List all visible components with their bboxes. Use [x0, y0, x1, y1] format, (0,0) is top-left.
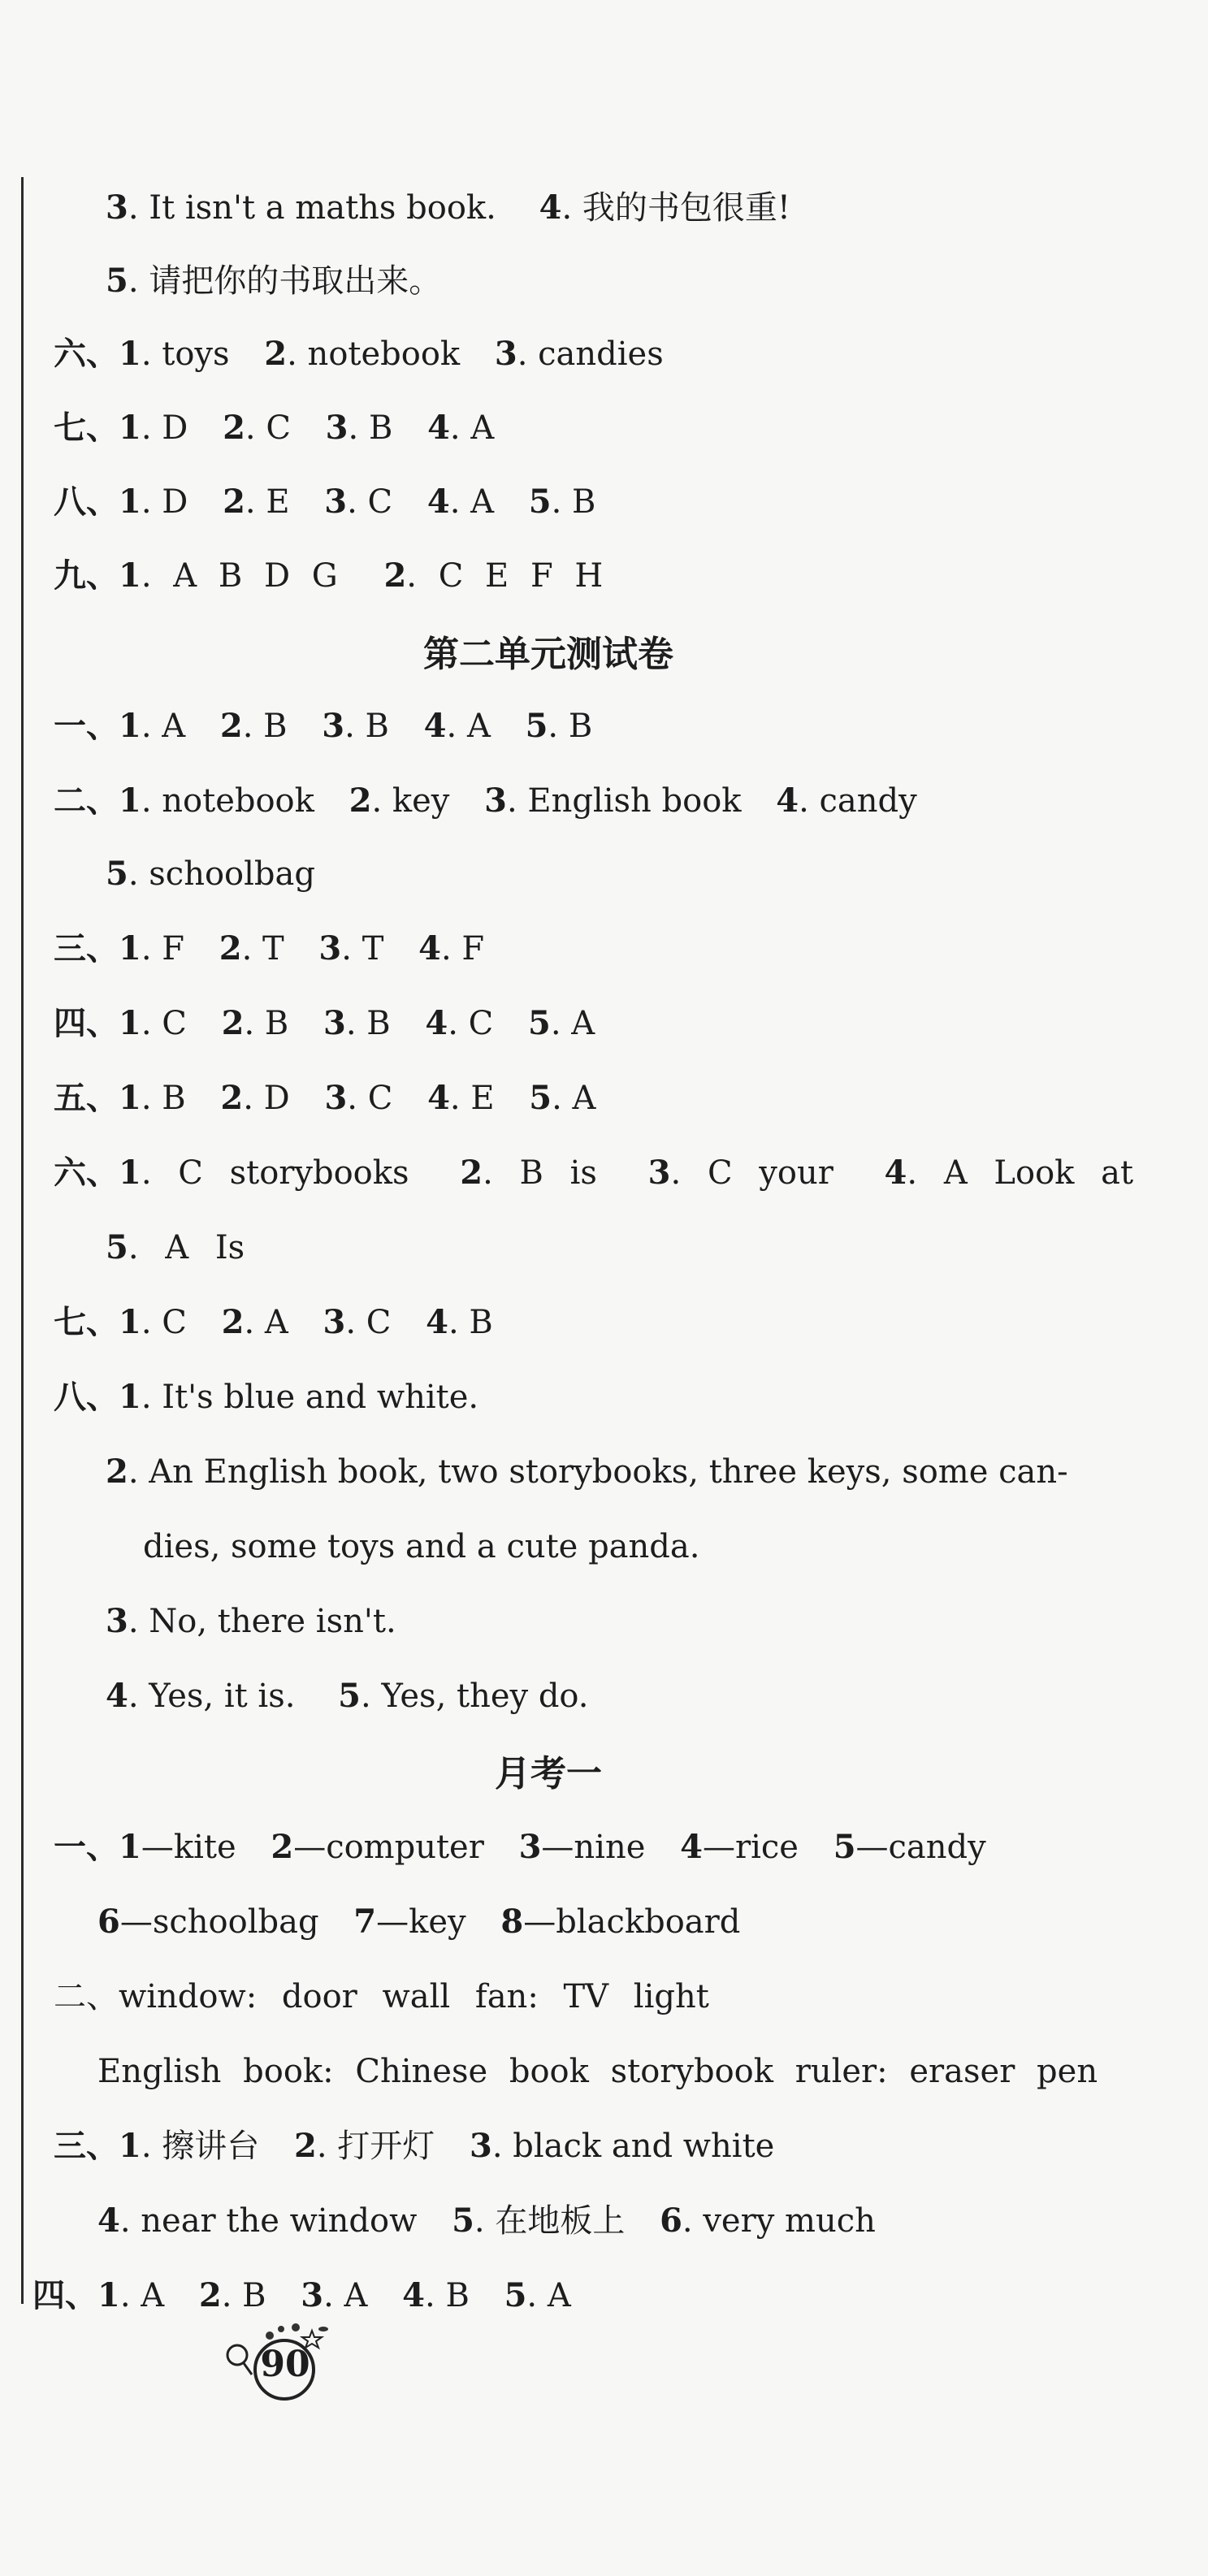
answer-line: 5. schoolbag: [106, 855, 315, 893]
answer-line: 5. A Is: [106, 1228, 245, 1266]
answer-line: 6—schoolbag 7—key 8—blackboard: [97, 1903, 741, 1941]
answer-line: 八、1. It's blue and white.: [54, 1378, 479, 1416]
answer-line: 八、1. D 2. E 3. C 4. A 5. B: [54, 483, 596, 521]
answer-line: 九、1. A B D G 2. C E F H: [54, 556, 604, 595]
answer-line: 四、1. C 2. B 3. B 4. C 5. A: [54, 1004, 595, 1042]
answer-line: 3. No, there isn't.: [106, 1602, 396, 1640]
section-title: 第二单元测试卷: [423, 634, 673, 675]
answer-line: 2. An English book, two storybooks, three keys, some can-: [106, 1453, 1068, 1491]
answer-line: 三、1. 擦讲台 2. 打开灯 3. black and white: [54, 2127, 775, 2165]
answer-line: 一、1—kite 2—computer 3—nine 4—rice 5—candy: [54, 1828, 986, 1866]
answer-line: 一、1. A 2. B 3. B 4. A 5. B: [54, 707, 593, 745]
page-number: 90: [260, 2344, 310, 2385]
answer-line: 5. 请把你的书取出来。: [106, 262, 442, 300]
answer-line: 七、1. D 2. C 3. B 4. A: [54, 409, 495, 447]
answer-line: 六、1. C storybooks 2. B is 3. C your 4. A Look at: [54, 1154, 1134, 1192]
margin-rule: [21, 177, 24, 2304]
answer-line: 三、1. F 2. T 3. T 4. F: [54, 929, 485, 968]
answer-line: 六、1. toys 2. notebook 3. candies: [54, 335, 664, 373]
answer-line: 五、1. B 2. D 3. C 4. E 5. A: [54, 1079, 596, 1117]
page-number-badge: [219, 2319, 329, 2409]
section-title: 月考一: [495, 1753, 602, 1795]
answer-line: 4. Yes, it is. 5. Yes, they do.: [106, 1677, 589, 1715]
answer-line: 二、1. notebook 2. key 3. English book 4. candy: [54, 781, 917, 820]
answer-line: 4. near the window 5. 在地板上 6. very much: [97, 2202, 876, 2240]
answer-line: 七、1. C 2. A 3. C 4. B: [54, 1303, 493, 1341]
answer-line: 3. It isn't a maths book. 4. 我的书包很重!: [106, 188, 790, 227]
answer-line: English book: Chinese book storybook ruler: eraser pen: [97, 2053, 1098, 2090]
answer-line: dies, some toys and a cute panda.: [143, 1528, 700, 1565]
answer-line: 二、window: door wall fan: TV light: [54, 1978, 709, 2015]
answer-line: 四、1. A 2. B 3. A 4. B 5. A: [32, 2276, 571, 2314]
